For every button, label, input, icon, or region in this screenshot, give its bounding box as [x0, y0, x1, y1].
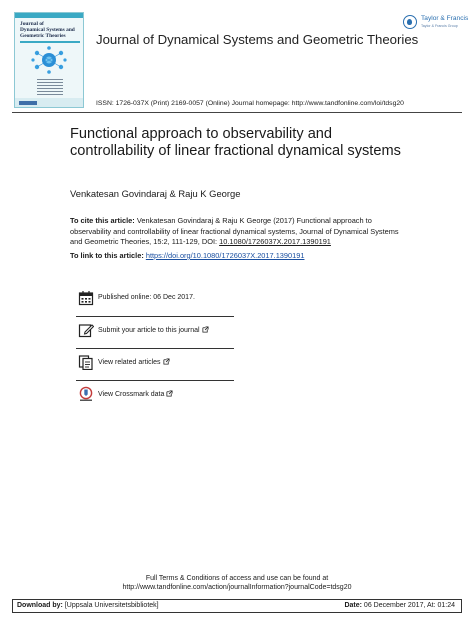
cover-title-line: Dynamical Systems and — [20, 27, 75, 33]
article-link-line — [70, 251, 400, 260]
link-label: To link to this article: — [70, 251, 146, 260]
submit-article-link[interactable] — [98, 326, 209, 334]
terms-footer — [0, 574, 474, 592]
external-link-icon — [166, 390, 173, 397]
cover-title-line: Journal of — [20, 21, 44, 27]
download-date-value: 06 December 2017, At: 01:24 — [361, 602, 455, 609]
cover-band — [20, 41, 80, 43]
issn-line — [96, 100, 404, 107]
cover-publisher-logo — [19, 101, 37, 105]
cover-artwork — [29, 45, 69, 75]
download-by — [17, 602, 159, 609]
journal-cover-image — [14, 12, 84, 108]
list-divider — [76, 316, 234, 317]
crossmark-link[interactable] — [98, 390, 173, 398]
issn-label: ISSN: — [96, 100, 116, 107]
article-authors: Venkatesan Govindaraj & Raju K George — [70, 188, 241, 199]
external-link-icon — [202, 326, 209, 333]
download-by-label: Download by: — [17, 602, 63, 609]
download-by-value: [Uppsala Universitetsbibliotek] — [62, 602, 159, 609]
published-online-text: Published online: 06 Dec 2017. — [98, 294, 195, 301]
citation-doi[interactable]: 10.1080/1726037X.2017.1390191 — [219, 237, 331, 247]
related-articles-item[interactable] — [76, 354, 234, 378]
publisher-subtitle: Taylor & Francis Group — [421, 24, 458, 28]
submit-article-label: Submit your article to this journal — [98, 327, 200, 334]
list-divider — [76, 380, 234, 381]
cover-text-lines — [37, 79, 63, 97]
journal-title[interactable]: Journal of Dynamical Systems and Geometric Theories — [96, 32, 419, 47]
crossmark-item[interactable] — [76, 386, 234, 410]
document-icon — [78, 354, 94, 370]
issn-value: 1726-037X (Print) 2169-0057 (Online) Journal homepage: http://www.tandfonline.com/loi/tdsg20 — [115, 100, 404, 107]
taylor-francis-logo-icon — [403, 15, 417, 29]
terms-url[interactable]: http://www.tandfonline.com/action/journalInformation?journalCode=tdsg20 — [122, 584, 352, 591]
doi-link[interactable]: https://doi.org/10.1080/1726037X.2017.1390191 — [145, 251, 305, 260]
cover-footer — [15, 98, 84, 107]
cover-title-line: Geometric Theories — [20, 33, 66, 39]
download-date — [344, 602, 455, 609]
citation-text: Venkatesan Govindaraj & Raju K George (2017) Functional approach to observability and controllability of linear fractional dynamical systems, Journal of Dynamical Systems and Geometric Theories, 15:2, 111-129, DOI: — [70, 216, 399, 247]
terms-line: Full Terms & Conditions of access and use can be found at — [145, 575, 329, 582]
publisher-name: Taylor & Francis — [421, 15, 469, 22]
edit-icon — [78, 322, 94, 338]
crossmark-label: View Crossmark data — [98, 391, 165, 398]
related-articles-link[interactable] — [98, 358, 170, 366]
list-divider — [76, 348, 234, 349]
crossmark-icon — [78, 386, 94, 402]
cover-top-band — [15, 13, 84, 18]
download-date-label: Date: — [344, 602, 362, 609]
related-articles-label: View related articles — [98, 359, 161, 366]
header-divider — [12, 112, 462, 113]
calendar-icon — [78, 290, 94, 306]
citation-block — [70, 216, 400, 248]
external-link-icon — [163, 358, 170, 365]
download-info-bar — [12, 599, 462, 613]
publisher-logo[interactable] — [403, 13, 467, 33]
citation-label: To cite this article: — [70, 216, 135, 225]
submit-article-item[interactable] — [76, 322, 234, 346]
published-online-item — [76, 290, 234, 314]
cover-title — [20, 21, 82, 39]
article-title: Functional approach to observability and controllability of linear fractional dynamical systems — [70, 126, 401, 160]
